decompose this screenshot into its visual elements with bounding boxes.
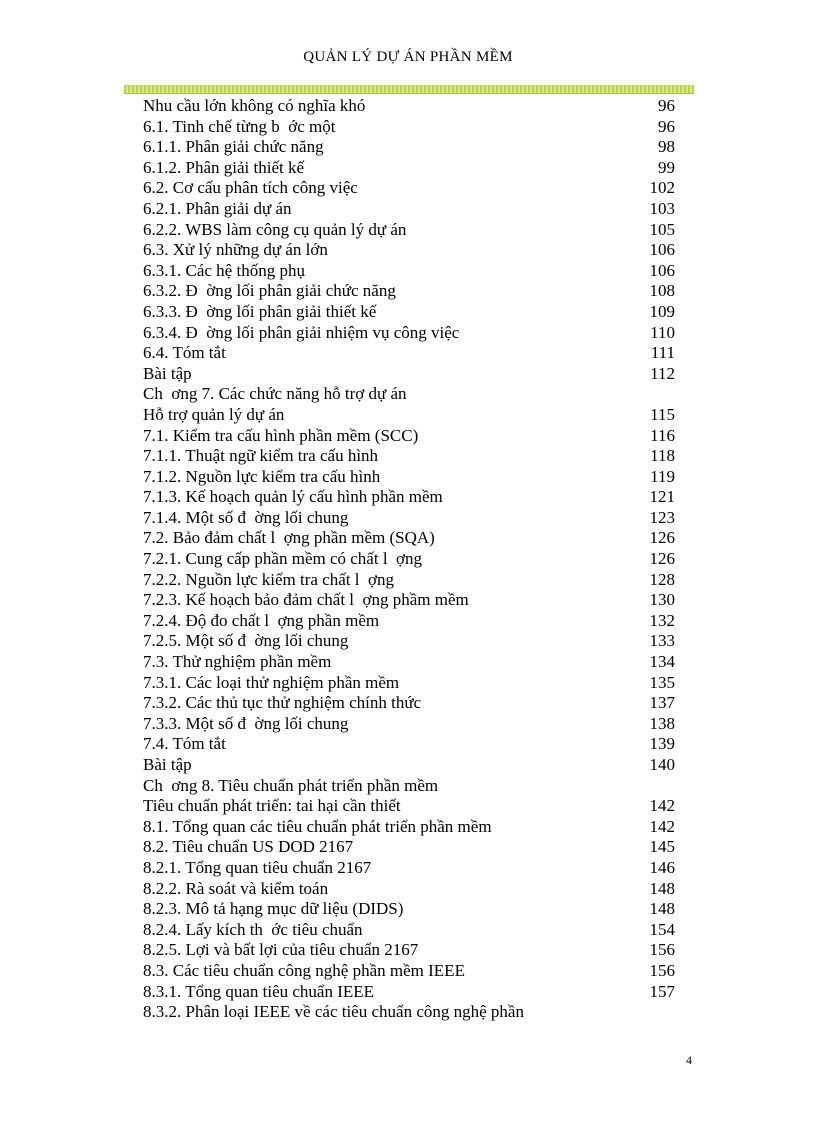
toc-entry-page: 116 [650,425,675,445]
toc-entry-title: 8.2.1. Tổng quan tiêu chuẩn 2167 [143,857,372,877]
toc-entry [143,796,675,817]
toc-entry [143,240,675,261]
toc-entry-page: 157 [649,981,675,1001]
toc-entry [143,652,675,673]
toc-entry-title: 6.1.1. Phân giải chức năng [143,137,324,157]
toc-entry-title: Ch ơng 8. Tiêu chuẩn phát triển phần mềm [143,775,439,795]
toc-entry-page: 126 [649,528,675,548]
toc-entry [143,961,675,982]
toc-entry-title: 6.1. Tinh chế từng b ớc một [143,116,336,136]
toc-entry-title: 7.1.4. Một số đ ờng lối chung [143,507,349,527]
toc-entry [143,755,675,776]
toc-entry-title: 6.3.2. Đ ờng lối phân giải chức năng [143,281,396,301]
toc-entry [143,323,675,344]
toc-entry [143,858,675,879]
toc-entry-page: 142 [649,816,675,836]
toc-entry-page: 128 [649,569,675,589]
toc-entry [143,693,675,714]
toc-entry-page: 132 [649,610,675,630]
page-number: 4 [686,1053,692,1067]
toc-entry-page: 108 [649,281,675,301]
toc-entry-title: 6.3. Xử lý những dự án lớn [143,240,328,260]
toc-entry-title: 7.2.4. Độ đo chất l ợng phần mềm [143,610,380,630]
toc-entry-title: 7.2. Bảo đảm chất l ợng phần mềm (SQA) [143,528,435,548]
toc-entry-page: 130 [649,590,675,610]
toc-entry-title: 6.3.4. Đ ờng lối phân giải nhiệm vụ công việc [143,322,460,342]
toc-entry-title: 6.2.2. WBS làm công cụ quản lý dự án [143,219,407,239]
toc-entry-page: 110 [650,322,675,342]
toc-entry [143,302,675,323]
toc-entry-page: 106 [649,240,675,260]
toc-entry [143,611,675,632]
toc-entry-page: 126 [649,549,675,569]
toc-entry-title: 6.2.1. Phân giải dự án [143,198,292,218]
toc-entry [143,384,675,405]
toc-entry [143,137,675,158]
toc-entry [143,487,675,508]
toc-entry-page: 146 [649,857,675,877]
toc-entry [143,570,675,591]
toc-entry-page: 148 [649,899,675,919]
toc-entry-title: 7.1.1. Thuật ngữ kiểm tra cấu hình [143,446,379,466]
toc-entry [143,158,675,179]
toc-entry [143,549,675,570]
toc-entry [143,528,675,549]
toc-entry-title: 7.3.3. Một số đ ờng lối chung [143,713,349,733]
toc-entry-page: 118 [650,446,675,466]
toc-entry [143,1002,675,1023]
toc-entry [143,96,675,117]
toc-entry [143,261,675,282]
toc-entry-page: 140 [649,755,675,774]
toc-entry-title: 7.2.2. Nguồn lực kiểm tra chất l ợng [143,569,394,589]
toc-entry-title: 6.4. Tóm tắt [143,343,226,363]
toc-entry-title: 8.3.1. Tổng quan tiêu chuẩn IEEE [143,981,375,1001]
toc-entry-title: 6.3.3. Đ ờng lối phân giải thiết kế [143,301,377,321]
toc-entry-title: 7.3.1. Các loại thử nghiệm phần mềm [143,672,400,692]
toc-entry [143,199,675,220]
toc-entry-title: 8.3. Các tiêu chuẩn công nghệ phần mềm IEEE [143,960,465,980]
toc-entry-title: Ch ơng 7. Các chức năng hỗ trợ dự án [143,384,407,404]
toc-entry-page: 103 [649,198,675,218]
toc-entry [143,673,675,694]
toc-entry-title: 8.2.3. Mô tả hạng mục dữ liệu (DIDS) [143,899,404,919]
toc-entry [143,343,675,364]
toc-entry-title: 8.2.2. Rà soát và kiểm toán [143,878,329,898]
toc-entry-page: 133 [649,631,675,651]
toc-entry-page: 96 [658,116,675,136]
toc-entry-title: 7.1.3. Kế hoạch quản lý cấu hình phần mềm [143,487,443,507]
toc-entry-page: 121 [649,487,675,507]
header-divider [124,85,694,94]
toc-entry-title: Bài tập [143,363,192,383]
toc-entry [143,879,675,900]
toc-entry [143,117,675,138]
toc-entry [143,982,675,1003]
table-of-contents [143,96,675,1023]
toc-entry-page: 138 [649,713,675,733]
toc-entry-page: 139 [649,734,675,754]
toc-entry-page: 106 [649,260,675,280]
toc-entry-title: 6.2. Cơ cấu phân tích công việc [143,178,358,198]
toc-entry-title: 8.2.4. Lấy kích th ớc tiêu chuẩn [143,919,363,939]
toc-entry-page: 123 [649,507,675,527]
toc-entry [143,364,675,385]
toc-entry-page: 154 [649,919,675,939]
toc-entry-page: 98 [658,137,675,157]
toc-entry [143,508,675,529]
toc-entry [143,837,675,858]
toc-entry [143,405,675,426]
toc-entry [143,940,675,961]
toc-entry-page: 134 [649,652,675,672]
toc-entry [143,817,675,838]
toc-entry [143,714,675,735]
toc-entry-page: 109 [649,301,675,321]
toc-entry [143,899,675,920]
toc-entry-title: Tiêu chuẩn phát triển: tai hại cần thiết [143,796,401,816]
toc-entry-page: 145 [649,837,675,857]
toc-entry-title: 8.3.2. Phân loại IEEE về các tiêu chuẩn công nghệ phần [143,1002,524,1022]
toc-entry-title: 7.3.2. Các thủ tục thử nghiệm chính thức [143,693,422,713]
toc-entry-page: 111 [650,343,675,363]
toc-entry [143,920,675,941]
toc-entry [143,734,675,755]
toc-entry-title: 7.1.2. Nguồn lực kiểm tra cấu hình [143,466,381,486]
toc-entry-page: 102 [649,178,675,198]
toc-entry-title: 7.2.3. Kế hoạch bảo đảm chất l ợng phầm mềm [143,590,469,610]
toc-entry [143,467,675,488]
page-header-title: QUẢN LÝ DỰ ÁN PHẦN MỀM [303,49,513,65]
toc-entry-page: 99 [658,157,675,177]
toc-entry-title: 8.1. Tổng quan các tiêu chuẩn phát triển phần mềm [143,816,492,836]
toc-entry-page: 105 [649,219,675,239]
toc-entry [143,776,675,797]
toc-entry [143,631,675,652]
toc-entry-title: 7.2.1. Cung cấp phần mềm có chất l ợng [143,549,423,569]
toc-entry-page: 137 [649,693,675,713]
toc-entry-title: 8.2.5. Lợi và bất lợi của tiêu chuẩn 2167 [143,940,419,960]
toc-entry-title: 7.4. Tóm tắt [143,734,226,754]
toc-entry-title: 7.2.5. Một số đ ờng lối chung [143,631,349,651]
toc-entry-title: Bài tập [143,755,192,774]
toc-entry-title: Hỗ trợ quản lý dự án [143,404,285,424]
toc-entry-title: Nhu cầu lớn không có nghĩa khó [143,96,366,115]
toc-entry [143,590,675,611]
toc-entry-page: 115 [650,404,675,424]
toc-entry-title: 8.2. Tiêu chuẩn US DOD 2167 [143,837,354,857]
toc-entry [143,220,675,241]
toc-entry-title: 6.1.2. Phân giải thiết kế [143,157,305,177]
toc-entry-title: 7.1. Kiểm tra cấu hình phần mềm (SCC) [143,425,419,445]
toc-entry-page: 156 [649,960,675,980]
toc-entry-page: 96 [658,96,675,115]
toc-entry [143,178,675,199]
toc-entry-title: 6.3.1. Các hệ thống phụ [143,260,305,280]
toc-entry-page: 135 [649,672,675,692]
toc-entry-title: 7.3. Thử nghiệm phần mềm [143,652,332,672]
toc-entry-page: 148 [649,878,675,898]
toc-entry-page: 142 [649,796,675,816]
toc-entry [143,446,675,467]
toc-entry [143,281,675,302]
toc-entry-page: 119 [650,466,675,486]
toc-entry-page: 112 [650,363,675,383]
toc-entry-page: 156 [649,940,675,960]
toc-entry [143,426,675,447]
